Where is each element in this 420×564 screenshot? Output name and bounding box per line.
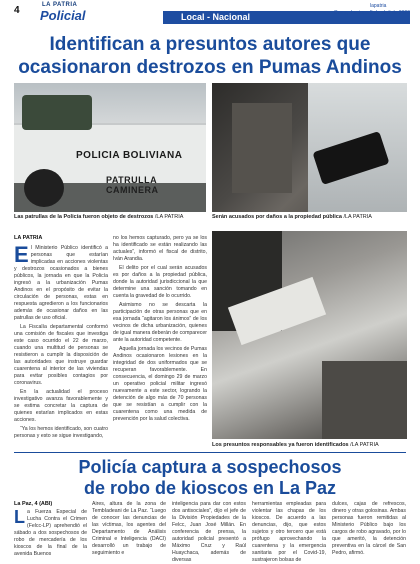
story2-column-2 bbox=[92, 501, 166, 556]
logo-section-name: Policial bbox=[40, 8, 86, 23]
caption-photo-2-text: Serán acusados por daños a la propiedad pública bbox=[212, 214, 342, 220]
story1-col2-para2: El delito por el cual serán acusados es por daños a la propiedad pública, donde la autoridad jurisdiccional la que determine una sanción tomando en cuenta la gravedad de lo ocurrido. bbox=[113, 265, 207, 299]
story2-column-5 bbox=[332, 501, 406, 556]
story1-col1-para2: La Fiscalía departamental conformó una comisión de fiscales que investiga este caso ocurrido el 22 de marzo, cuando una multitud de personas se resistieron a cumplir la disposición de las autoridades que instruye guardar cuarentena al interior de las viviendas para evitar posibles contagios por coronavirus. bbox=[14, 324, 108, 386]
story2-col5-text: dulces, cajas de refrescos, dinero y otras golosinas. Ambas personas fueron remitidas al Ministerio Público bajo los cargos de robo agravado, por lo que ameritó, la detención preventiva en la cárcel de San Pedro, afirmó. bbox=[332, 501, 406, 556]
story1-col1-para1: l Ministerio Público identificó a personas que estarían implicadas en acciones violentas y destrozos ocasionados a bienes públicos, la jornada en que la Policía ingresó a la urbanización Pumas Andinos en el propósito de evitar la circulación de personas, estas en respuesta agredieron a los funcionarios además de ocasionar daños en las patrullas de uso oficial. bbox=[14, 245, 108, 321]
caption-photo-3-credit: /LA PATRIA bbox=[350, 442, 379, 448]
photo-vehicle-interior bbox=[212, 231, 407, 439]
vehicle-text-bottom: PATRULLA CAMINERA bbox=[106, 175, 159, 195]
dateline: Oruro, domingo 5 de abril de 2020 bbox=[333, 10, 410, 16]
photo-police-vehicle bbox=[14, 83, 206, 212]
section-label: Local - Nacional bbox=[163, 11, 410, 24]
caption-photo-1-credit: /LA PATRIA bbox=[154, 214, 184, 220]
story2-dropcap: L bbox=[14, 507, 25, 527]
story2-col2-text: Aires, altura de la zona de TembIadeani de La Paz. “Luego de conocer las denuncias de las víctimas, los agentes del Departamento de Análisis Criminal e Inteligencia (DACI) desarrolló un trabajo de seguimiento e bbox=[92, 501, 166, 556]
story1-col2-para4: Aquella jornada los vecinos de Pumas Andinos ocasionaron lesiones en la integridad de dos uniformados que se recuperan favorablemente. En consecuencia, el domingo 29 de marzo un operativo policial militar ingresó nuevamente a este sector, logrando la detención de algo más de 70 personas que se resistían a cumplir con la cuarentena como una medida de prevención por la salud colectiva. bbox=[113, 346, 207, 422]
caption-photo-1 bbox=[14, 214, 183, 220]
story1-col1-para3: En la actualidad el proceso investigativo avanza favorablemente y se estima concretar la captura de quienes estarían implicados en estas acciones. bbox=[14, 389, 108, 423]
brand-mark: lapatria bbox=[370, 3, 387, 9]
story1-dropcap: E bbox=[14, 242, 29, 267]
caption-photo-1-text: Las patrullas de la Policía fueron objeto de destrozos bbox=[14, 214, 154, 220]
story1-col1-para4: “Ya los hemos identificado, son cuatro personas y esto se sigue investigando, bbox=[14, 426, 108, 439]
photo-damaged-door bbox=[212, 83, 407, 212]
story1-column-2 bbox=[113, 235, 207, 423]
caption-photo-2-credit: /LA PATRIA bbox=[343, 214, 372, 220]
story1-kicker: LA PATRIA bbox=[14, 235, 43, 241]
story2-headline-line-1: Policía captura a sospechosos bbox=[78, 457, 342, 477]
story1-column-1 bbox=[14, 242, 108, 439]
story2-col3-text: inteligencia para dar con estos dos antisociales”, dijo el jefe de la División Propiedades de la Felcc, Juan José Millán. En conferencia de prensa, la autoridad policial presentó a Máximo Cruz y Raúl Huaychaca, además de diversas bbox=[172, 501, 246, 563]
page-number: 4 bbox=[14, 5, 20, 16]
story2-column-4 bbox=[252, 501, 326, 563]
caption-photo-3-text: Los presuntos responsables ya fueron identificados bbox=[212, 442, 349, 448]
story-divider bbox=[14, 452, 406, 453]
story2-col4-text: herramientas empleadas para violentar las chapas de los kioscos. De acuerdo a las denuncias, dijo, que estos sujetos y otro tercero que está prófugo aprovechando la cuarentena y la emergencia sanitaria por el Covid-19, sustrajeron bolsas de bbox=[252, 501, 326, 563]
headline-line-1: Identifican a presuntos autores que bbox=[49, 34, 371, 55]
headline-line-2: ocasionaron destrozos en Pumas Andinos bbox=[18, 57, 402, 78]
story2-column-3 bbox=[172, 501, 246, 563]
story2-column-1 bbox=[14, 507, 87, 557]
vehicle-text-top: POLICIA BOLIVIANA bbox=[76, 150, 183, 161]
story2-col1-text: a Fuerza Especial de Lucha Contra el Crimen (Felcc-LP) aprehendió el sábado a dos sospechosos de robo de mercadería de los kioscos de la final de la avenida Buenos bbox=[14, 509, 87, 557]
story1-col2-para3: Asimismo no se descarta la participación de otras personas que en esa jornada “agitaron los ánimos” de los vecinos de dicha urbanización, quienes de igual manera deberán de comparecer ante la autoridad competente. bbox=[113, 302, 207, 343]
story1-col2-para1: no los hemos capturado, pero ya se los ha identificado se están realizando las actuales”, informó el fiscal de distrito, Iván Arandia. bbox=[113, 235, 207, 262]
caption-photo-3 bbox=[212, 442, 379, 448]
story2-headline-line-2: de robo de kioscos en La Paz bbox=[83, 478, 337, 498]
logo-publisher: LA PATRIA bbox=[42, 2, 78, 8]
caption-photo-2 bbox=[212, 214, 372, 220]
story2-kicker: La Paz, 4 (ABI) bbox=[14, 501, 53, 507]
